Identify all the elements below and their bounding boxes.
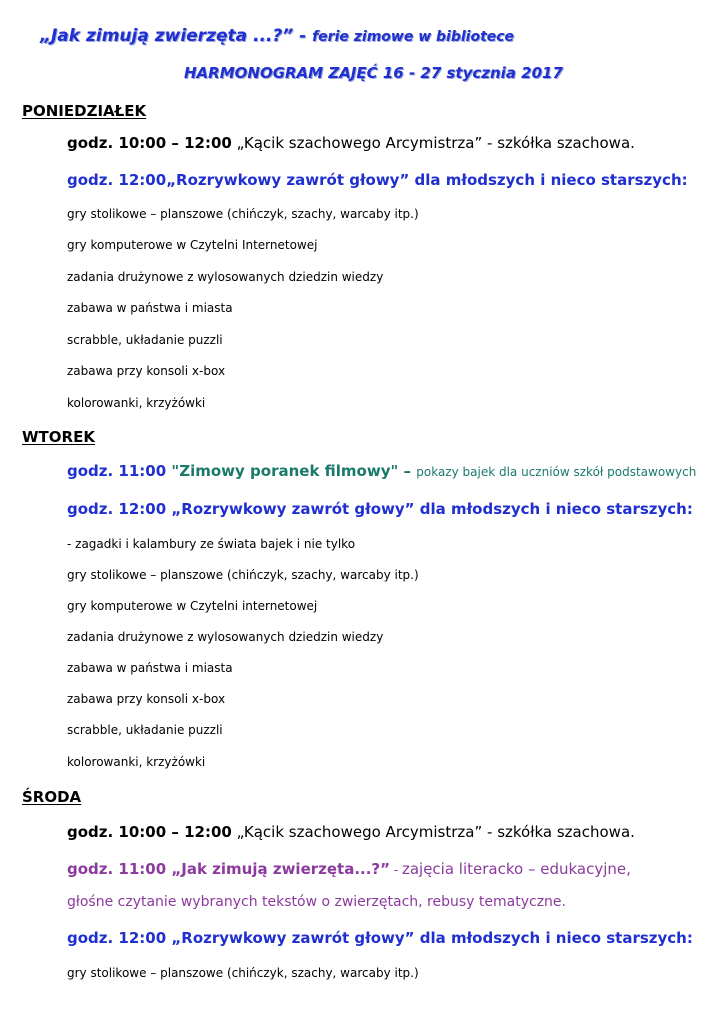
- day-heading-wednesday: ŚRODA: [22, 788, 82, 806]
- title-sub: ferie zimowe w bibliotece: [312, 29, 515, 45]
- list-item: gry komputerowe w Czytelni internetowej: [67, 599, 318, 613]
- session-time: godz. 12:00: [67, 171, 167, 189]
- session-title: „Jak zimują zwierzęta...?”: [166, 860, 390, 878]
- session-separator: -: [390, 863, 402, 877]
- list-item: kolorowanki, krzyżówki: [67, 755, 206, 769]
- wednesday-session-2-continued: głośne czytanie wybranych tekstów o zwierzętach, rebusy tematyczne.: [67, 894, 566, 910]
- tuesday-session-1: [67, 462, 696, 480]
- list-item: zabawa przy konsoli x-box: [67, 692, 226, 706]
- monday-session-2: [67, 171, 688, 189]
- session-title: "Zimowy poranek filmowy" –: [166, 462, 417, 480]
- session-time: godz. 12:00: [67, 929, 167, 947]
- tuesday-session-2: [67, 500, 693, 518]
- list-item: gry stolikowe – planszowe (chińczyk, szachy, warcaby itp.): [67, 207, 419, 221]
- list-item: zabawa w państwa i miasta: [67, 661, 233, 675]
- session-time: godz. 10:00 – 12:00: [67, 134, 232, 152]
- session-time: godz. 10:00 – 12:00: [67, 823, 232, 841]
- list-item: zabawa przy konsoli x-box: [67, 364, 226, 378]
- list-item: gry stolikowe – planszowe (chińczyk, szachy, warcaby itp.): [67, 568, 419, 582]
- list-item: scrabble, układanie puzzli: [67, 723, 223, 737]
- list-item: zadania drużynowe z wylosowanych dziedzin wiedzy: [67, 630, 384, 644]
- wednesday-session-1: [67, 823, 635, 841]
- session-text: „Kącik szachowego Arcymistrza” - szkółka szachowa.: [231, 823, 635, 841]
- session-time: godz. 11:00: [67, 860, 167, 878]
- session-text: pokazy bajek dla uczniów szkół podstawowych: [416, 465, 697, 479]
- session-time: godz. 11:00: [67, 462, 167, 480]
- session-time: godz. 12:00: [67, 500, 167, 518]
- list-item: zadania drużynowe z wylosowanych dziedzin wiedzy: [67, 270, 384, 284]
- session-text: „Rozrywkowy zawrót głowy” dla młodszych i nieco starszych:: [166, 171, 688, 189]
- list-item: zabawa w państwa i miasta: [67, 301, 233, 315]
- schedule-subtitle: HARMONOGRAM ZAJĘĆ 16 - 27 stycznia 2017: [184, 64, 563, 82]
- session-text: „Rozrywkowy zawrót głowy” dla młodszych i nieco starszych:: [166, 500, 693, 518]
- list-item: scrabble, układanie puzzli: [67, 333, 223, 347]
- session-text: „Kącik szachowego Arcymistrza” - szkółka szachowa.: [231, 134, 635, 152]
- document-title: [40, 26, 514, 46]
- monday-session-1: [67, 134, 635, 152]
- session-text: „Rozrywkowy zawrót głowy” dla młodszych i nieco starszych:: [166, 929, 693, 947]
- list-item: kolorowanki, krzyżówki: [67, 396, 206, 410]
- list-item: gry komputerowe w Czytelni Internetowej: [67, 238, 318, 252]
- day-heading-monday: PONIEDZIAŁEK: [22, 102, 147, 120]
- session-text: zajęcia literacko – edukacyjne,: [401, 860, 631, 878]
- day-heading-tuesday: WTOREK: [22, 428, 95, 446]
- wednesday-session-3: [67, 929, 693, 947]
- list-item: - zagadki i kalambury ze świata bajek i nie tylko: [67, 537, 356, 551]
- title-main: „Jak zimują zwierzęta ...?” -: [40, 26, 313, 46]
- wednesday-session-2: [67, 860, 631, 878]
- list-item: gry stolikowe – planszowe (chińczyk, szachy, warcaby itp.): [67, 966, 419, 980]
